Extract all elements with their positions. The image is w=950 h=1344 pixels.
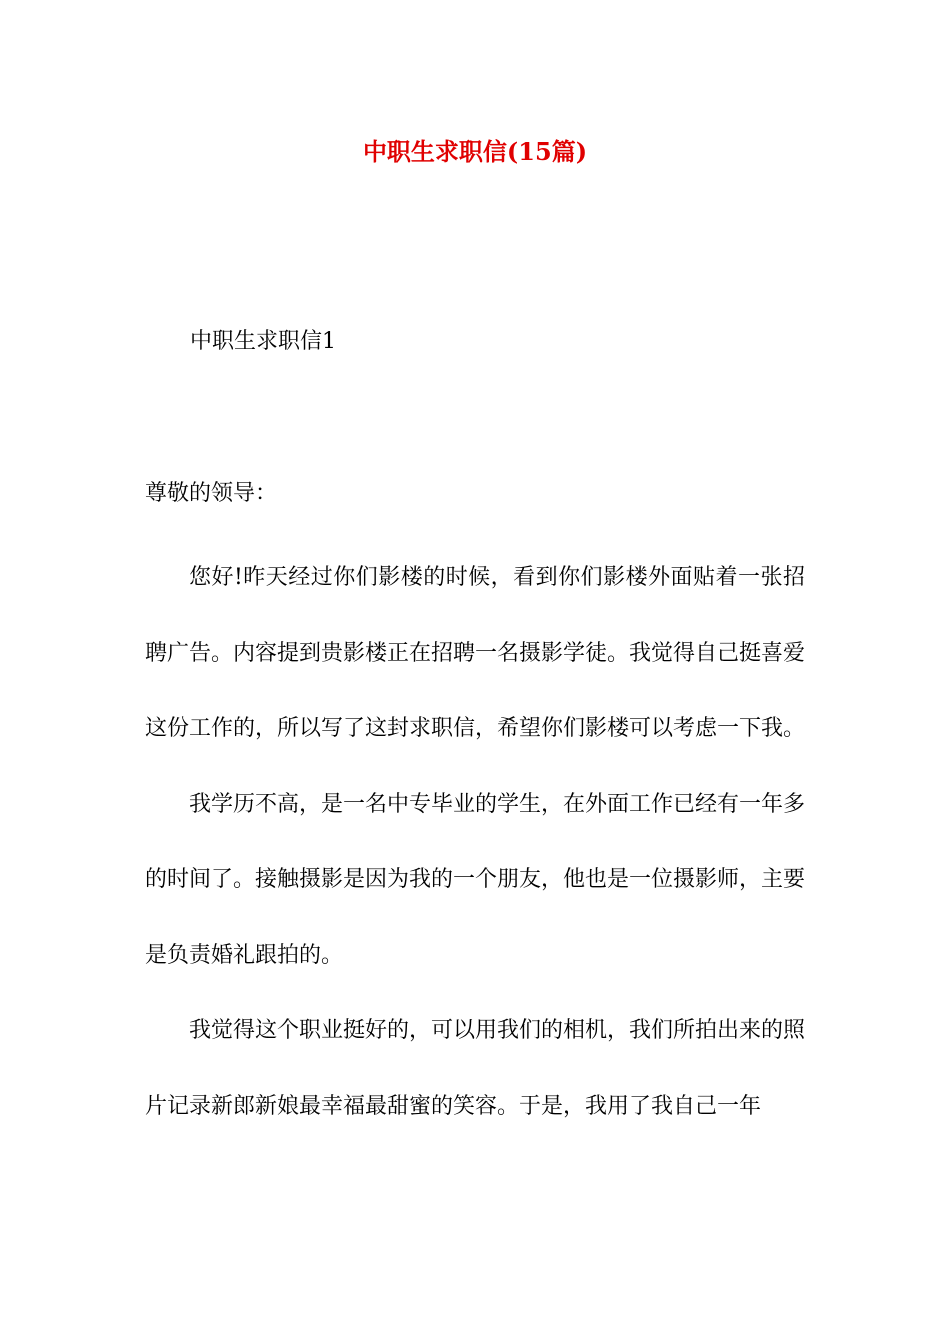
- letter-body: [145, 540, 805, 1144]
- paragraph: 您好!昨天经过你们影楼的时候，看到你们影楼外面贴着一张招聘广告。内容提到贵影楼正在招聘一名摄影学徒。我觉得自己挺喜爱这份工作的，所以写了这封求职信，希望你们影楼可以考虑一下我。: [145, 565, 806, 741]
- paragraph: 我觉得这个职业挺好的，可以用我们的相机，我们所拍出来的照片记录新郎新娘最幸福最甜蜜的笑容。于是，我用了我自己一年: [145, 1018, 806, 1119]
- salutation: 尊敬的领导：: [145, 481, 278, 506]
- paragraph: 我学历不高，是一名中专毕业的学生，在外面工作已经有一年多的时间了。接触摄影是因为我的一个朋友，他也是一位摄影师，主要是负责婚礼跟拍的。: [145, 791, 806, 968]
- document-title: 中职生求职信(15篇): [362, 137, 588, 166]
- section-heading: 中职生求职信1: [190, 329, 336, 354]
